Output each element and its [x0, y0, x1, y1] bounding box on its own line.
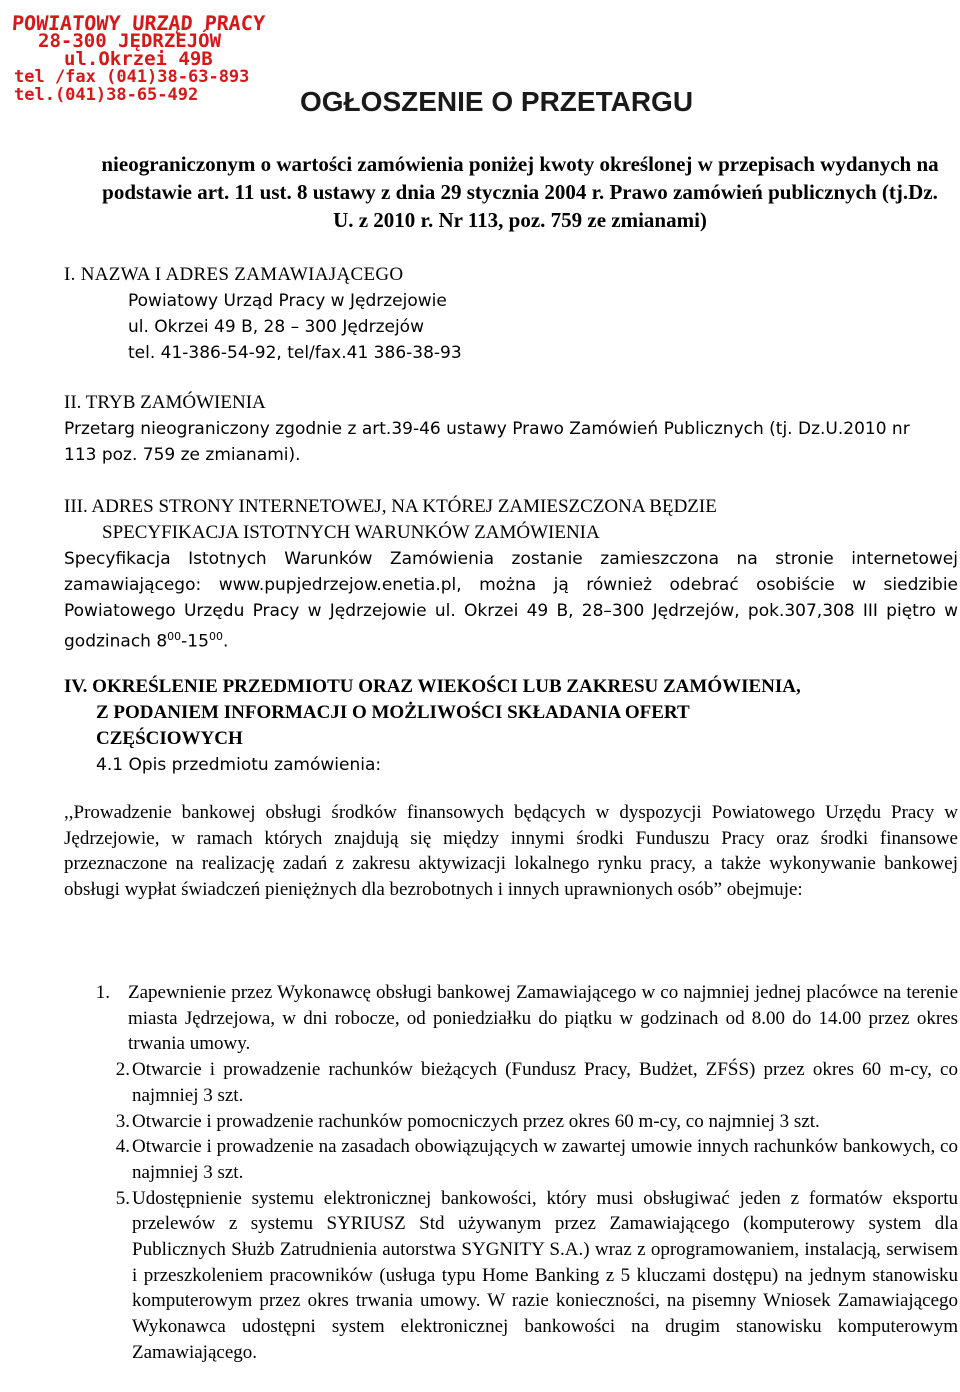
stamp-line: tel.(041)38-65-492	[14, 85, 199, 105]
scope-list	[64, 980, 958, 1366]
section-heading: I. NAZWA I ADRES ZAMAWIAJĄCEGO	[64, 264, 404, 285]
section-heading: II. TRYB ZAMÓWIENIA	[64, 392, 266, 413]
document-title: OGŁOSZENIE O PRZETARGU	[300, 86, 694, 117]
section-heading: SPECYFIKACJA ISTOTNYCH WARUNKÓW ZAMÓWIENIA	[102, 522, 600, 543]
list-number: 5.	[115, 1187, 130, 1209]
superscript: 00	[208, 630, 223, 643]
list-item	[64, 1186, 958, 1366]
list-number: 2.	[115, 1059, 130, 1081]
subsection-label: 4.1 Opis przedmiotu zamówienia:	[96, 755, 382, 775]
subject-description: ,,Prowadzenie bankowej obsługi środków finansowych będących w dyspozycji Powiatowego Urzędu Pracy w Jędrzejowie, w ramach których znajdują się między innymi środki Funduszu Pracy oraz środki finansowe przeznaczone na realizację zadań z zakresu aktywizacji lokalnego rynku pracy, a także wykonywanie bankowej obsługi wypłat świadczeń pieniężnych dla bezrobotnych i innych uprawnionych osób” obejmuje:	[64, 802, 958, 901]
list-text: Otwarcie i prowadzenie na zasadach obowiązujących w zawartej umowie innych rachunków bankowych, co najmniej 3 szt.	[132, 1136, 958, 1183]
list-number: 3.	[115, 1110, 130, 1132]
section-text-body: Specyfikacja Istotnych Warunków Zamówienia zostanie zamieszczona na stronie internetowej zamawiającego: www.pupjedrzejow.enetia.pl, można ją również odebrać osobiście w siedzibie Powiatowego Urzędu Pracy w Jędrzejowie ul. Okrzei 49 B, 28–300 Jędrzejów, pok.307,308 III piętro w godzinach 8	[64, 549, 958, 652]
address-line: Powiatowy Urząd Pracy w Jędrzejowie	[128, 291, 447, 311]
section-contracting-authority	[64, 262, 924, 366]
section-subject	[64, 674, 958, 778]
address-line: tel. 41-386-54-92, tel/fax.41 386-38-93	[128, 343, 462, 363]
stamp-line: ul.Okrzei 49B	[64, 48, 213, 70]
section-heading: CZĘŚCIOWYCH	[96, 728, 243, 749]
section-heading: III. ADRES STRONY INTERNETOWEJ, NA KTÓREJ ZAMIESZCZONA BĘDZIE	[64, 496, 717, 517]
superscript: 00	[167, 630, 182, 643]
section-heading: IV. OKREŚLENIE PRZEDMIOTU ORAZ WIEKOŚCI LUB ZAKRESU ZAMÓWIENIA,	[64, 676, 801, 697]
section-heading: Z PODANIEM INFORMACJI O MOŻLIWOŚCI SKŁADANIA OFERT	[96, 702, 690, 723]
list-item	[64, 1057, 958, 1108]
list-text: Udostępnienie systemu elektronicznej bankowości, który musi obsługiwać jeden z formatów eksportu przelewów z systemu SYRIUSZ Std używanym przez Zamawiającego (komputerowy system dla Publicznych Służb Zatrudnienia autorstwa SYGNITY S.A.) wraz z oprogramowaniem, instalacją, serwisem i przeszkoleniem pracowników (usługa typu Home Banking z 5 kluczami dostępu) na jednym stanowisku komputerowym przez okres trwania umowy. W razie konieczności, na pisemny Wniosek Zamawiającego Wykonawca udostępni system elektronicznej bankowości na drugim stanowisku komputerowym Zamawiającego.	[132, 1187, 958, 1363]
section-text: Przetarg nieograniczony zgodnie z art.39-46 ustawy Prawo Zamówień Publicznych (tj. Dz.U.2010 nr 113 poz. 759 ze zmianami).	[64, 419, 910, 465]
list-number: 1.	[95, 982, 110, 1003]
period: .	[222, 631, 229, 652]
time-dash: -15	[181, 631, 209, 652]
list-text: Otwarcie i prowadzenie rachunków pomocniczych przez okres 60 m-cy, co najmniej 3 szt.	[132, 1110, 820, 1132]
section-procedure	[64, 390, 944, 468]
list-item	[64, 1134, 958, 1185]
list-text: Zapewnienie przez Wykonawcę obsługi bankowej Zamawiającego w co najmniej jednej placówce na terenie miasta Jędrzejowa, w dni robocze, od poniedziałku do piątku w godzinach od 8.00 do 14.00 przez okres trwania umowy.	[128, 982, 958, 1055]
stamp-line: POWIATOWY URZĄD PRACY	[11, 11, 266, 35]
list-text: Otwarcie i prowadzenie rachunków bieżących (Fundusz Pracy, Budżet, ZFŚS) przez okres 60 m-cy, co najmniej 3 szt.	[132, 1059, 958, 1106]
stamp-line: 28-300 JĘDRZEJÓW	[38, 30, 222, 52]
office-stamp	[11, 11, 266, 105]
section-website	[64, 494, 958, 655]
address-line: ul. Okrzei 49 B, 28 – 300 Jędrzejów	[128, 317, 424, 337]
list-number: 4.	[115, 1136, 130, 1158]
section-text	[64, 546, 958, 655]
list-item	[64, 980, 958, 1057]
stamp-line: tel /fax (041)38-63-893	[14, 67, 250, 87]
list-item	[64, 1109, 958, 1135]
document-subtitle: nieograniczonym o wartości zamówienia poniżej kwoty określonej w przepisach wydanych na podstawie art. 11 ust. 8 ustawy z dnia 29 stycznia 2004 r. Prawo zamówień publicznych (tj.Dz. U. z 2010 r. Nr 113, poz. 759 ze zmianami)	[101, 152, 939, 232]
